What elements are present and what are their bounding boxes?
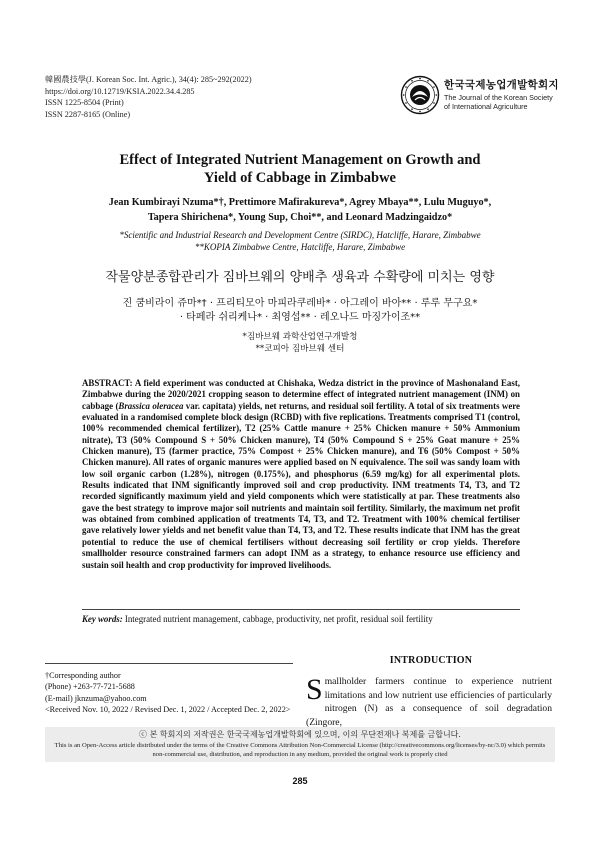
society-logo [400,75,575,117]
received-dates: <Received Nov. 10, 2022 / Revised Dec. 1, 2022 / Accepted Dec. 2, 2022> [45,704,291,714]
author-list: Jean Kumbirayi Nzuma*†, Prettimore Mafirakureva*, Agrey Mbaya**, Lulu Muguyo*, Tapera Shirichena*, Young Sup, Choi**, and Leonard Madzingaidzo* [108,197,492,223]
page-number: 285 [292,776,308,786]
issn-online: ISSN 2287-8165 (Online) [45,109,131,119]
correspondence-footnote: †Corresponding author (Phone) +263-77-721-5688 (E-mail) jknzuma@yahoo.com <Received Nov. 10, 2022 / Revised Dec. 1, 2022 / Accepted Dec. 2, 2022> [45,670,305,715]
footnote-divider [45,663,293,664]
keywords: Key words: Integrated nutrient management, cabbage, productivity, net profit, residual soil fertility [82,614,433,624]
society-name-english: The Journal of the Korean Society of International Agriculture [444,93,553,111]
drop-cap: S [306,673,323,706]
society-name-korean: 한국국제농업개발학회지 [444,79,559,91]
copyright-korean: ⓒ 본 학회지의 저작권은 한국국제농업개발학회에 있으며, 이의 무단전재나 복제를 금합니다. [139,730,461,739]
species-name: Brassica oleracea [118,400,184,411]
korean-author-list: 진 쿰비라이 쥬마*† · 프리티모아 마피라쿠레바* · 아그레이 바아** · 루루 무구요* · 타페라 쉬리케나* · 최영섭** · 레오나드 마징가이조** [122,298,478,323]
abstract-label: ABSTRACT: [82,378,133,388]
introduction-paragraph: Smallholder farmers continue to experience nutrient limitations and low nutrient use efficiencies of particularly nitrogen (N) as a consequence of soil degradation (Zingore, [306,673,552,728]
society-seal-icon [400,75,440,115]
introduction-heading: INTRODUCTION [389,655,473,666]
korean-title: 작물양분종합관리가 짐바브웨의 양배추 생육과 수확량에 미치는 영향 [105,270,495,285]
license-english: This is an Open-Access article distributed under the terms of the Creative Commons Attribution Non-Commercial License (http://creativecommons.org/licenses/by-nc/3.0) which permits non-commercial use, distribution, and reproduction in any medium, provided the original work is properly cited [54,742,546,758]
author-email[interactable]: (E-mail) jknzuma@yahoo.com [45,693,147,703]
author-affiliations: *Scientific and Industrial Research and Development Centre (SIRDC), Hatcliffe, Harare, Zimbabwe **KOPIA Zimbabwe Centre, Hatcliffe, Harare, Zimbabwe [119,230,481,252]
abstract: ABSTRACT: A field experiment was conducted at Chishaka, Wedza district in the province of Mashonaland East, Zimbabwe during the 2020/2021 cropping season to determine effect of integrated nutrient management (INM) on cabbage (Brassica oleracea var. capitata) yields, net returns, and residual soil fertility. A total of six treatments were evaluated in a randomised complete block design (RCBD) with five replications. Treatments comprised T1 (control, 100% recommended chemical fertilizer), T2 (25% Cattle manure + 25% Chicken manure + 50% Ammonium nitrate), T3 (50% Compound S + 50% Chicken manure), T4 (50% Compound S + 25% Goat manure + 25% Chicken manure), T5 (farmer practice, 75% Compost + 25% Chicken manure), and T6 (50% Compost + 50% Chicken manure). All rates of organic manures were applied based on N equivalence. The soil was sandy loam with low soil organic carbon (1.28%), nitrogen (0.175%), and phosphorus (6.59 mg/kg) for all experimental plots. Results indicated that INM significantly improved soil and crop productivity. INM treatments T4, T3, and T2 recorded significantly maximum yield and yield components which were statistically at par. These treatments also gave the best strategy to improve major soil nutrients and maintain soil fertility. Similarly, the maximum net profit was obtained from combined application of treatments T4, T3, and T2. Treatment with 100% chemical fertiliser gave relatively lower yields and net benefit value than T4, T3, and T2. These results indicate that INM has the great potential to reduce the use of chemical fertilisers without decreasing soil fertility or crop yields. Therefore smallholder resource constrained farmers can adopt INM as a strategy, to enhance resource use efficiency and sustain soil health and crop productivity for improved livelihoods. [82,378,520,570]
issn-print: ISSN 1225-8504 (Print) [45,98,124,107]
article-title: Effect of Integrated Nutrient Management on Growth and Yield of Cabbage in Zimbabwe [119,152,481,186]
doi-link[interactable]: https://doi.org/10.12719/KSIA.2022.34.4.285 [45,86,195,96]
journal-citation: 韓國農技學(J. Korean Soc. Int. Agric.), 34(4): 285~292(2022) [45,75,252,84]
korean-affiliations: *짐바브웨 과학산업연구개발청 **코피아 짐바브웨 센터 [242,332,358,354]
keywords-label: Key words: [82,614,123,624]
keywords-divider [82,609,520,610]
